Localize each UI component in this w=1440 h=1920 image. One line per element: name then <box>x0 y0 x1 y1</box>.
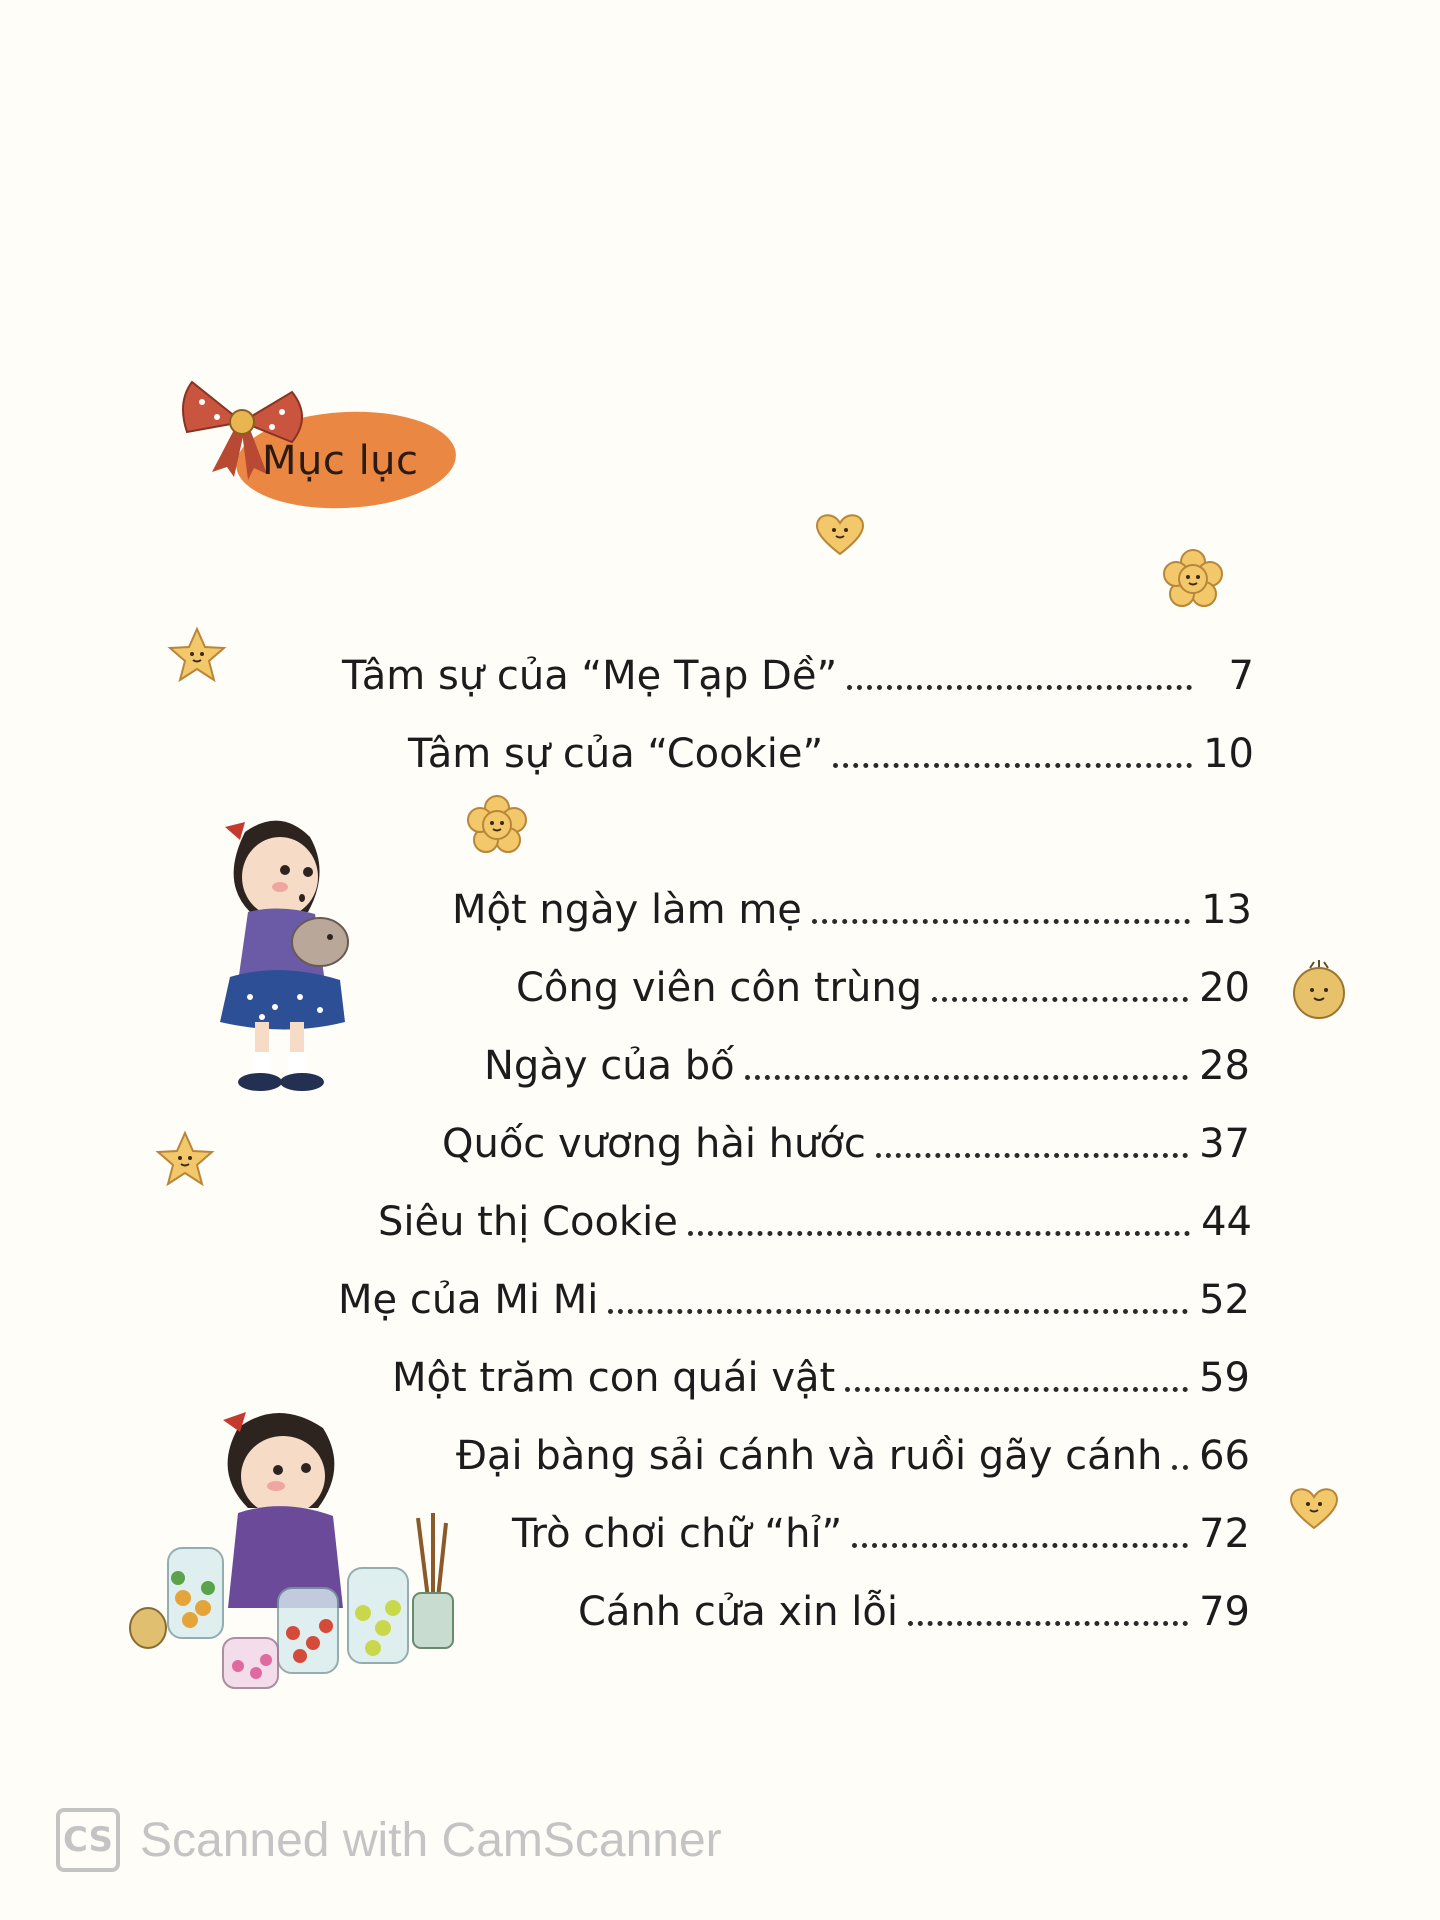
round-cookie-icon <box>1290 958 1348 1020</box>
toc-entry-title: Mẹ của Mi Mi <box>338 1277 599 1323</box>
star-cookie-icon <box>154 1130 216 1188</box>
toc-entry-page: 10 <box>1203 731 1254 777</box>
toc-entry[interactable] <box>452 874 1252 933</box>
toc-entry-title: Tâm sự của “Cookie” <box>408 731 824 777</box>
toc-leader-dots <box>845 1387 1188 1392</box>
toc-entry-title: Tâm sự của “Mẹ Tạp Dề” <box>342 653 838 699</box>
girl-with-candy-jars-illustration <box>128 1398 478 1698</box>
toc-entry-page: 66 <box>1199 1433 1250 1479</box>
toc-entry[interactable] <box>342 640 1254 699</box>
toc-leader-dots <box>847 685 1192 690</box>
toc-entry[interactable] <box>456 1420 1250 1479</box>
girl-with-hedgehog-illustration <box>190 812 380 1102</box>
flower-cookie-icon <box>466 794 528 854</box>
toc-entry-page: 37 <box>1199 1121 1250 1167</box>
toc-entry-title: Cánh cửa xin lỗi <box>578 1589 898 1635</box>
toc-entry-page: 52 <box>1199 1277 1250 1323</box>
toc-leader-dots <box>908 1621 1188 1626</box>
toc-entry-title: Quốc vương hài hước <box>442 1121 866 1167</box>
toc-entry-title: Trò chơi chữ “hỉ” <box>512 1511 843 1557</box>
toc-entry-page: 44 <box>1201 1199 1252 1245</box>
heart-cookie-icon <box>812 510 868 558</box>
camscanner-watermark <box>56 1808 722 1872</box>
toc-entry-title: Siêu thị Cookie <box>378 1199 678 1245</box>
toc-entry[interactable] <box>408 718 1254 777</box>
page-title: Mục lục <box>262 438 419 484</box>
watermark-text: Scanned with CamScanner <box>140 1813 722 1867</box>
toc-entry-page: 13 <box>1201 887 1252 933</box>
camscanner-logo-icon: CS <box>56 1808 120 1872</box>
toc-entry[interactable] <box>378 1186 1252 1245</box>
toc-entry[interactable] <box>578 1576 1250 1635</box>
toc-leader-dots <box>1172 1465 1188 1470</box>
star-cookie-icon <box>166 626 228 684</box>
toc-leader-dots <box>932 997 1188 1002</box>
toc-entry-page: 20 <box>1199 965 1250 1011</box>
toc-leader-dots <box>745 1075 1188 1080</box>
flower-cookie-icon <box>1162 548 1224 608</box>
toc-entry-page: 59 <box>1199 1355 1250 1401</box>
toc-entry-title: Đại bàng sải cánh và ruồi gãy cánh <box>456 1433 1163 1479</box>
toc-entry-title: Một trăm con quái vật <box>392 1355 836 1401</box>
toc-leader-dots <box>688 1231 1190 1236</box>
toc-entry-page: 72 <box>1199 1511 1250 1557</box>
toc-entry[interactable] <box>392 1342 1250 1401</box>
toc-entry-page: 79 <box>1199 1589 1250 1635</box>
toc-leader-dots <box>608 1309 1188 1314</box>
toc-entry-title: Ngày của bố <box>484 1043 735 1089</box>
toc-leader-dots <box>876 1153 1188 1158</box>
toc-entry[interactable] <box>442 1108 1250 1167</box>
toc-leader-dots <box>812 919 1190 924</box>
toc-entry-title: Một ngày làm mẹ <box>452 887 802 933</box>
toc-leader-dots <box>833 763 1192 768</box>
toc-entry-page: 7 <box>1228 653 1254 699</box>
toc-entry[interactable] <box>516 952 1250 1011</box>
toc-entry-page: 28 <box>1199 1043 1250 1089</box>
toc-entry[interactable] <box>512 1498 1250 1557</box>
heart-cookie-icon <box>1286 1484 1342 1532</box>
toc-entry[interactable] <box>484 1030 1250 1089</box>
toc-leader-dots <box>852 1543 1188 1548</box>
toc-entry-title: Công viên côn trùng <box>516 965 923 1011</box>
toc-entry[interactable] <box>338 1264 1250 1323</box>
